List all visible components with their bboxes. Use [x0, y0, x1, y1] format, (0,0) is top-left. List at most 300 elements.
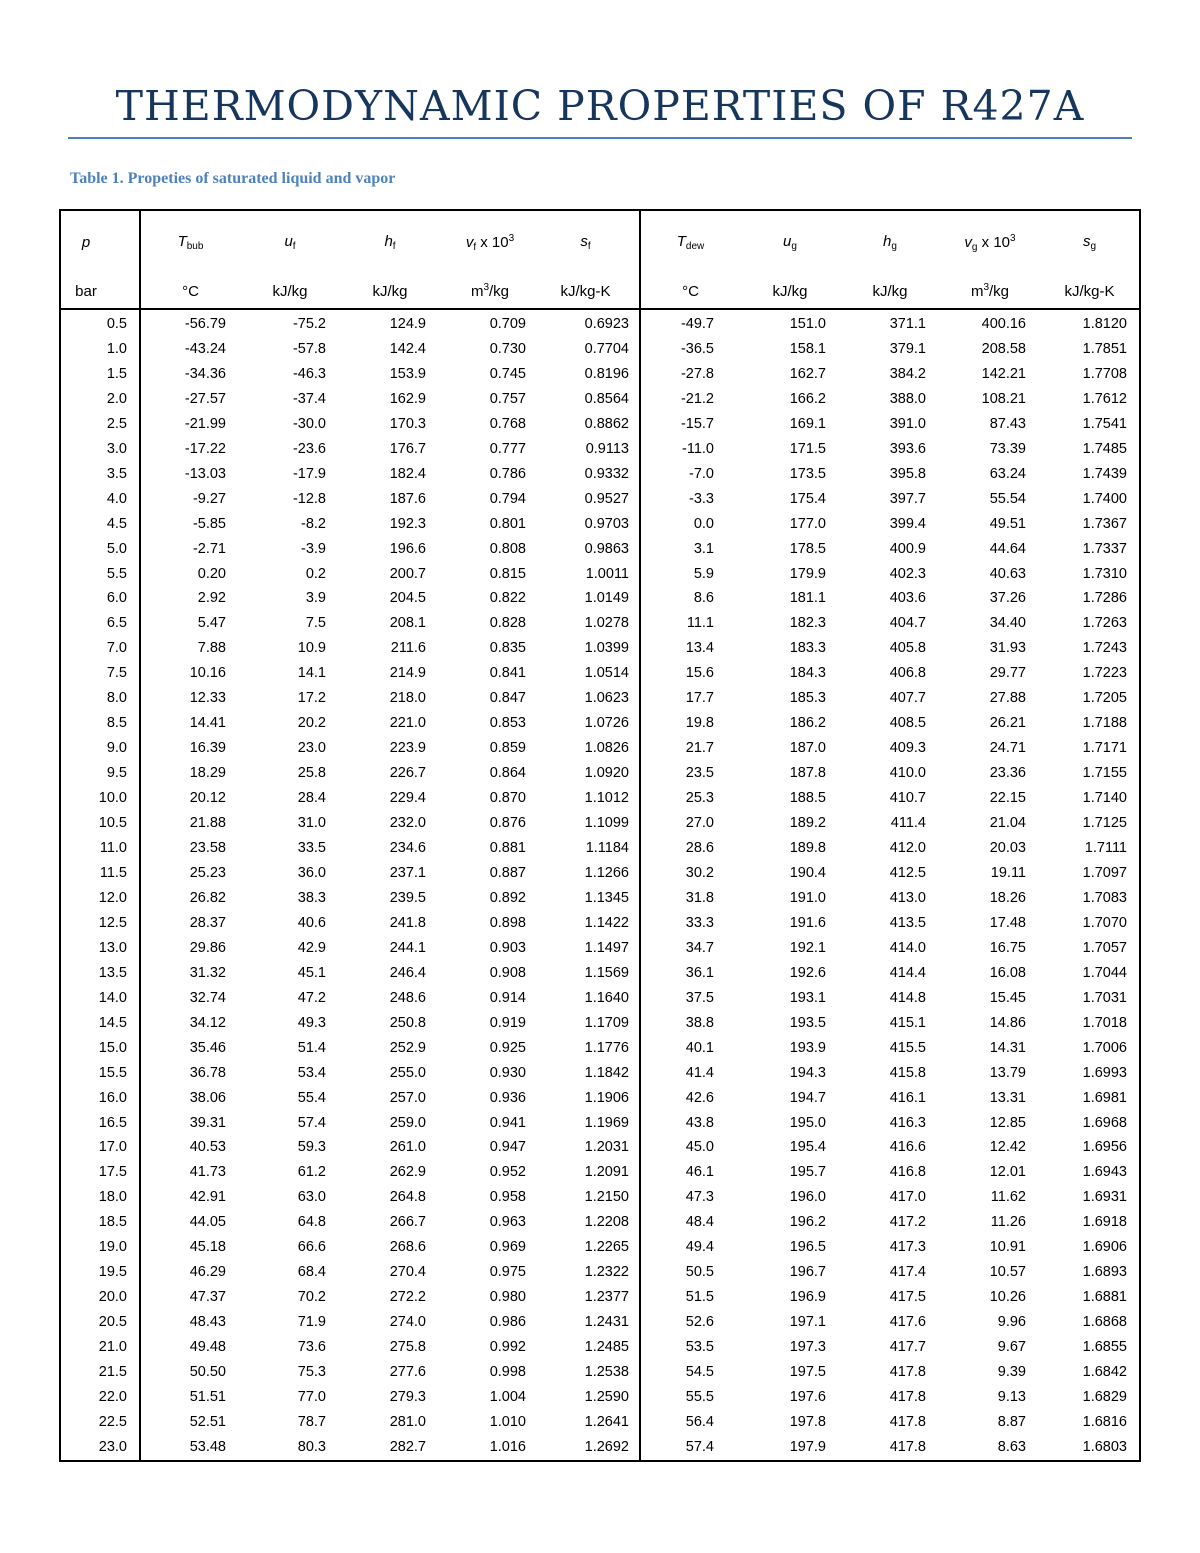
table-cell: 193.5: [789, 1014, 826, 1031]
table-cell: 197.6: [789, 1388, 826, 1405]
table-cell: 29.86: [189, 939, 226, 956]
table-cell: 9.96: [997, 1314, 1026, 1331]
table-cell: 1.2208: [540, 1210, 640, 1235]
table-row: [60, 387, 1140, 412]
table-cell: 27.88: [989, 690, 1026, 707]
table-cell: 1.1842: [540, 1061, 640, 1086]
table-cell: 35.46: [189, 1039, 226, 1056]
table-cell: 16.0: [60, 1086, 140, 1111]
table-row: [60, 1385, 1140, 1410]
table-cell: 1.7111: [1084, 840, 1127, 857]
column-symbol: $h_f$: [384, 233, 396, 252]
table-cell: 1.6918: [1082, 1214, 1127, 1231]
table-cell: 15.0: [60, 1036, 140, 1061]
table-cell: 12.0: [60, 886, 140, 911]
table-cell: 50.5: [685, 1264, 714, 1281]
table-cell: 208.1: [389, 615, 426, 632]
table-cell: 1.2091: [540, 1160, 640, 1185]
table-cell: 404.7: [889, 615, 926, 632]
table-cell: 257.0: [389, 1089, 426, 1106]
table-row: [60, 911, 1140, 936]
table-row: [60, 861, 1140, 886]
table-cell: 23.5: [685, 765, 714, 782]
table-row: [60, 811, 1140, 836]
table-cell: -37.4: [292, 390, 326, 407]
table-cell: 38.06: [189, 1089, 226, 1106]
table-cell: 393.6: [889, 440, 926, 457]
column-symbol: $v_f$ x $10^3$: [465, 232, 515, 253]
table-cell: 19.5: [60, 1260, 140, 1285]
table-cell: 1.1906: [540, 1086, 640, 1111]
table-cell: 1.6968: [1082, 1114, 1127, 1131]
table-cell: 49.4: [685, 1239, 714, 1256]
table-cell: 0.786: [489, 465, 526, 482]
table-cell: 21.0: [60, 1335, 140, 1360]
table-cell: 1.8120: [1082, 316, 1127, 332]
table-cell: 8.5: [60, 711, 140, 736]
table-cell: 1.7612: [1082, 390, 1127, 407]
table-cell: 270.4: [389, 1264, 426, 1281]
table-cell: 196.2: [789, 1214, 826, 1231]
table-cell: 11.1: [686, 615, 714, 632]
table-cell: 28.37: [189, 914, 226, 931]
table-row: [60, 537, 1140, 562]
table-cell: -56.79: [184, 316, 226, 332]
table-cell: 44.64: [989, 540, 1026, 557]
table-cell: 200.7: [389, 565, 426, 582]
table-cell: 26.82: [189, 889, 226, 906]
table-cell: 0.8564: [540, 387, 640, 412]
table-cell: 63.24: [989, 465, 1026, 482]
table-cell: 31.0: [297, 815, 326, 832]
table-cell: 281.0: [389, 1413, 426, 1430]
table-cell: 10.9: [297, 640, 326, 657]
table-cell: 8.87: [997, 1413, 1026, 1430]
table-cell: 388.0: [889, 390, 926, 407]
table-cell: 25.3: [685, 790, 714, 807]
table-row: [60, 936, 1140, 961]
table-cell: 1.7006: [1082, 1039, 1127, 1056]
table-cell: 14.31: [989, 1039, 1026, 1056]
table-cell: 40.6: [297, 914, 326, 931]
table-cell: 7.5: [305, 615, 326, 632]
table-cell: 36.78: [189, 1064, 226, 1081]
table-cell: 6.0: [60, 586, 140, 611]
table-row: [60, 1160, 1140, 1185]
column-unit: kJ/kg: [340, 274, 440, 309]
table-cell: 1.7031: [1082, 989, 1127, 1006]
table-cell: 232.0: [389, 815, 426, 832]
table-cell: 391.0: [889, 415, 926, 432]
table-cell: 1.6803: [1082, 1438, 1127, 1455]
table-cell: 417.8: [889, 1413, 926, 1430]
table-cell: 1.7097: [1082, 864, 1127, 881]
table-cell: 1.1776: [540, 1036, 640, 1061]
table-cell: 0.828: [489, 615, 526, 632]
table-cell: 1.7083: [1082, 889, 1127, 906]
table-cell: 187.0: [789, 740, 826, 757]
table-row: [60, 1061, 1140, 1086]
table-row: [60, 562, 1140, 587]
table-cell: 153.9: [389, 365, 426, 382]
table-cell: 55.4: [297, 1089, 326, 1106]
table-cell: 0.709: [489, 316, 526, 332]
table-cell: 416.3: [889, 1114, 926, 1131]
table-cell: 18.26: [989, 889, 1026, 906]
table-cell: 19.0: [60, 1235, 140, 1260]
table-cell: 8.0: [60, 686, 140, 711]
table-cell: 57.4: [685, 1438, 714, 1455]
column-unit: kJ/kg-K: [1040, 274, 1140, 309]
table-cell: 1.1640: [540, 986, 640, 1011]
table-cell: 1.6855: [1082, 1339, 1127, 1356]
table-row: [60, 1086, 1140, 1111]
table-cell: 416.6: [889, 1139, 926, 1156]
table-cell: 23.58: [189, 840, 226, 857]
table-cell: 30.2: [685, 864, 714, 881]
table-cell: 14.5: [60, 1011, 140, 1036]
table-cell: 51.51: [189, 1388, 226, 1405]
table-cell: 0.9113: [540, 437, 640, 462]
table-cell: 1.1012: [540, 786, 640, 811]
table-cell: 188.5: [789, 790, 826, 807]
table-cell: 179.9: [789, 565, 826, 582]
table-cell: 16.39: [189, 740, 226, 757]
table-row: [60, 661, 1140, 686]
table-cell: 0.9703: [540, 512, 640, 537]
table-cell: 26.21: [989, 715, 1026, 732]
table-cell: 0.730: [489, 340, 526, 357]
table-cell: 0.947: [489, 1139, 526, 1156]
table-cell: 1.7263: [1082, 615, 1127, 632]
table-cell: 22.5: [60, 1410, 140, 1435]
table-cell: 5.0: [60, 537, 140, 562]
table-cell: 416.1: [889, 1089, 926, 1106]
table-row: [60, 636, 1140, 661]
table-row: [60, 961, 1140, 986]
table-cell: 0.9527: [540, 487, 640, 512]
table-cell: 1.1184: [540, 836, 640, 861]
table-cell: 13.31: [989, 1089, 1026, 1106]
table-cell: -43.24: [184, 340, 226, 357]
table-cell: 244.1: [389, 939, 426, 956]
table-cell: 250.8: [389, 1014, 426, 1031]
header-symbol-row: [60, 210, 1140, 274]
table-cell: 1.6956: [1082, 1139, 1127, 1156]
table-cell: 0.745: [489, 365, 526, 382]
table-cell: 410.7: [889, 790, 926, 807]
table-cell: -27.57: [184, 390, 226, 407]
page-title: THERMODYNAMIC PROPERTIES OF R427A: [115, 82, 1085, 130]
table-cell: 15.6: [685, 665, 714, 682]
table-cell: -5.85: [192, 515, 226, 532]
table-cell: 189.2: [789, 815, 826, 832]
table-cell: 1.7310: [1082, 565, 1127, 582]
table-cell: -21.2: [680, 390, 714, 407]
table-cell: 37.26: [989, 590, 1026, 607]
table-cell: 46.29: [189, 1264, 226, 1281]
table-cell: 31.8: [685, 889, 714, 906]
table-row: [60, 686, 1140, 711]
table-cell: 20.03: [989, 840, 1026, 857]
table-cell: 1.7541: [1082, 415, 1127, 432]
table-cell: 414.0: [889, 939, 926, 956]
table-row: [60, 1011, 1140, 1036]
table-cell: 4.0: [60, 487, 140, 512]
table-cell: 162.9: [389, 390, 426, 407]
table-cell: 32.74: [189, 989, 226, 1006]
table-cell: 1.6906: [1082, 1239, 1127, 1256]
table-cell: 189.8: [789, 840, 826, 857]
table-cell: 87.43: [989, 415, 1026, 432]
table-cell: 0.6923: [540, 309, 640, 337]
table-cell: 415.1: [889, 1014, 926, 1031]
table-cell: 0.801: [489, 515, 526, 532]
table-cell: 0.777: [489, 440, 526, 457]
table-cell: 28.4: [297, 790, 326, 807]
table-cell: 49.48: [189, 1339, 226, 1356]
table-cell: 22.15: [989, 790, 1026, 807]
table-cell: 5.9: [693, 565, 714, 582]
table-cell: 252.9: [389, 1039, 426, 1056]
column-symbol: p: [60, 210, 140, 274]
table-cell: 3.5: [60, 462, 140, 487]
table-cell: 1.0726: [540, 711, 640, 736]
table-cell: 204.5: [389, 590, 426, 607]
table-cell: 1.2031: [540, 1135, 640, 1160]
table-cell: 1.6931: [1082, 1189, 1127, 1206]
table-cell: 70.2: [297, 1289, 326, 1306]
table-cell: 196.0: [789, 1189, 826, 1206]
table-cell: 5.5: [60, 562, 140, 587]
table-cell: 1.6829: [1082, 1388, 1127, 1405]
table-cell: 36.1: [685, 964, 714, 981]
table-cell: 108.21: [981, 390, 1026, 407]
column-unit: °C: [640, 274, 740, 309]
table-cell: 61.2: [297, 1164, 326, 1181]
table-cell: 411.4: [890, 815, 926, 832]
table-cell: 47.2: [297, 989, 326, 1006]
table-cell: 4.5: [60, 512, 140, 537]
table-cell: 187.8: [789, 765, 826, 782]
table-cell: 1.6868: [1082, 1314, 1127, 1331]
table-cell: 248.6: [389, 989, 426, 1006]
table-cell: 413.5: [889, 914, 926, 931]
table-cell: 241.8: [389, 914, 426, 931]
table-cell: 13.79: [989, 1064, 1026, 1081]
table-cell: 266.7: [389, 1214, 426, 1231]
table-cell: 38.8: [685, 1014, 714, 1031]
table-cell: 402.3: [889, 565, 926, 582]
column-unit: kJ/kg-K: [540, 274, 640, 309]
table-cell: 10.0: [60, 786, 140, 811]
table-cell: 9.39: [997, 1364, 1026, 1381]
table-cell: 124.9: [389, 316, 426, 332]
table-cell: 399.4: [889, 515, 926, 532]
table-cell: 34.40: [989, 615, 1026, 632]
table-cell: 8.6: [693, 590, 714, 607]
table-cell: 0.992: [489, 1339, 526, 1356]
table-cell: 0.5: [60, 309, 140, 337]
table-cell: 23.0: [60, 1435, 140, 1461]
table-cell: 57.4: [297, 1114, 326, 1131]
table-cell: 1.1422: [540, 911, 640, 936]
table-cell: 41.73: [189, 1164, 226, 1181]
table-cell: 371.1: [889, 316, 926, 332]
table-cell: 1.0514: [540, 661, 640, 686]
header-unit-row: [60, 274, 1140, 309]
column-unit: $m^3/kg$: [940, 274, 1040, 309]
table-cell: 34.7: [685, 939, 714, 956]
table-cell: 197.1: [789, 1314, 826, 1331]
table-cell: 1.0011: [540, 562, 640, 587]
table-cell: 0.936: [489, 1089, 526, 1106]
table-cell: 275.8: [389, 1339, 426, 1356]
properties-table: [59, 209, 1141, 1462]
table-cell: 226.7: [389, 765, 426, 782]
table-cell: 192.1: [789, 939, 826, 956]
column-symbol: $u_f$: [284, 233, 296, 252]
table-cell: 1.010: [489, 1413, 526, 1430]
table-cell: 7.88: [197, 640, 226, 657]
table-row: [60, 1285, 1140, 1310]
table-cell: 14.0: [60, 986, 140, 1011]
table-row: [60, 362, 1140, 387]
table-cell: 21.7: [685, 740, 714, 757]
table-cell: 16.08: [989, 964, 1026, 981]
table-cell: -17.9: [292, 465, 326, 482]
table-cell: 3.1: [693, 540, 714, 557]
table-cell: 151.0: [789, 316, 826, 332]
table-cell: 0.925: [489, 1039, 526, 1056]
table-cell: 2.5: [60, 412, 140, 437]
table-cell: 218.0: [389, 690, 426, 707]
table-cell: 45.1: [297, 964, 326, 981]
table-cell: 405.8: [889, 640, 926, 657]
table-cell: 25.23: [189, 864, 226, 881]
table-cell: 1.1497: [540, 936, 640, 961]
table-cell: 182.3: [789, 615, 826, 632]
table-cell: -11.0: [682, 440, 714, 457]
table-cell: 1.6893: [1082, 1264, 1127, 1281]
table-cell: 12.42: [989, 1139, 1026, 1156]
table-cell: 73.6: [297, 1339, 326, 1356]
table-cell: 71.9: [297, 1314, 326, 1331]
table-cell: 0.9863: [540, 537, 640, 562]
table-cell: 166.2: [789, 390, 826, 407]
table-cell: 183.3: [789, 640, 826, 657]
table-cell: 11.26: [990, 1214, 1026, 1231]
table-row: [60, 437, 1140, 462]
table-cell: 1.7367: [1082, 515, 1127, 532]
table-cell: 417.3: [889, 1239, 926, 1256]
column-unit: °C: [140, 274, 240, 309]
table-cell: 0.881: [489, 840, 526, 857]
table-cell: 414.8: [889, 989, 926, 1006]
table-cell: 0.903: [489, 939, 526, 956]
table-cell: 13.4: [685, 640, 714, 657]
table-row: [60, 462, 1140, 487]
table-cell: 214.9: [389, 665, 426, 682]
table-cell: 1.2641: [540, 1410, 640, 1435]
table-cell: 0.757: [489, 390, 526, 407]
table-cell: 1.1709: [540, 1011, 640, 1036]
table-cell: 0.963: [489, 1214, 526, 1231]
table-cell: 20.12: [189, 790, 226, 807]
table-row: [60, 986, 1140, 1011]
table-cell: 194.3: [789, 1064, 826, 1081]
table-cell: 11.62: [990, 1189, 1026, 1206]
table-cell: 21.5: [60, 1360, 140, 1385]
table-cell: 18.5: [60, 1210, 140, 1235]
table-cell: 1.7243: [1082, 640, 1127, 657]
table-cell: 10.26: [989, 1289, 1026, 1306]
table-cell: 9.67: [997, 1339, 1026, 1356]
table-cell: 414.4: [889, 964, 926, 981]
table-cell: 37.5: [685, 989, 714, 1006]
table-cell: 31.93: [989, 640, 1026, 657]
table-cell: 208.58: [981, 340, 1026, 357]
table-cell: 169.1: [789, 415, 826, 432]
table-cell: 50.50: [189, 1364, 226, 1381]
table-cell: 1.0920: [540, 761, 640, 786]
table-cell: -36.5: [680, 340, 714, 357]
table-cell: 1.2538: [540, 1360, 640, 1385]
table-cell: 186.2: [789, 715, 826, 732]
table-cell: 190.4: [789, 864, 826, 881]
table-cell: 0.998: [489, 1364, 526, 1381]
table-cell: 1.7337: [1082, 540, 1127, 557]
table-cell: -75.2: [292, 316, 326, 332]
table-cell: -17.22: [184, 440, 226, 457]
table-cell: 1.2692: [540, 1435, 640, 1461]
title-underline: [68, 137, 1132, 139]
table-cell: 197.3: [789, 1339, 826, 1356]
table-cell: 1.2265: [540, 1235, 640, 1260]
table-cell: 279.3: [389, 1388, 426, 1405]
table-cell: 1.1266: [540, 861, 640, 886]
table-cell: 417.6: [889, 1314, 926, 1331]
table-cell: 43.8: [685, 1114, 714, 1131]
table-cell: 0.853: [489, 715, 526, 732]
table-cell: 0.870: [489, 790, 526, 807]
table-cell: 68.4: [297, 1264, 326, 1281]
table-cell: 47.3: [685, 1189, 714, 1206]
column-symbol: $h_g$: [883, 233, 897, 252]
table-cell: 187.6: [389, 490, 426, 507]
table-cell: 272.2: [389, 1289, 426, 1306]
table-cell: 176.7: [389, 440, 426, 457]
table-cell: 0.898: [489, 914, 526, 931]
table-cell: 181.1: [789, 590, 826, 607]
table-cell: 384.2: [889, 365, 926, 382]
table-row: [60, 611, 1140, 636]
table-cell: 14.86: [989, 1014, 1026, 1031]
table-cell: 0.835: [489, 640, 526, 657]
table-cell: 9.0: [60, 736, 140, 761]
column-unit: kJ/kg: [240, 274, 340, 309]
column-symbol: $s_g$: [1082, 233, 1097, 252]
table-cell: 0.768: [489, 415, 526, 432]
table-cell: 0.9332: [540, 462, 640, 487]
table-cell: 12.33: [189, 690, 226, 707]
table-cell: 19.8: [685, 715, 714, 732]
table-cell: 1.7018: [1082, 1014, 1127, 1031]
table-cell: 234.6: [389, 840, 426, 857]
table-cell: 1.7188: [1082, 715, 1127, 732]
table-cell: 1.2485: [540, 1335, 640, 1360]
table-cell: 403.6: [889, 590, 926, 607]
